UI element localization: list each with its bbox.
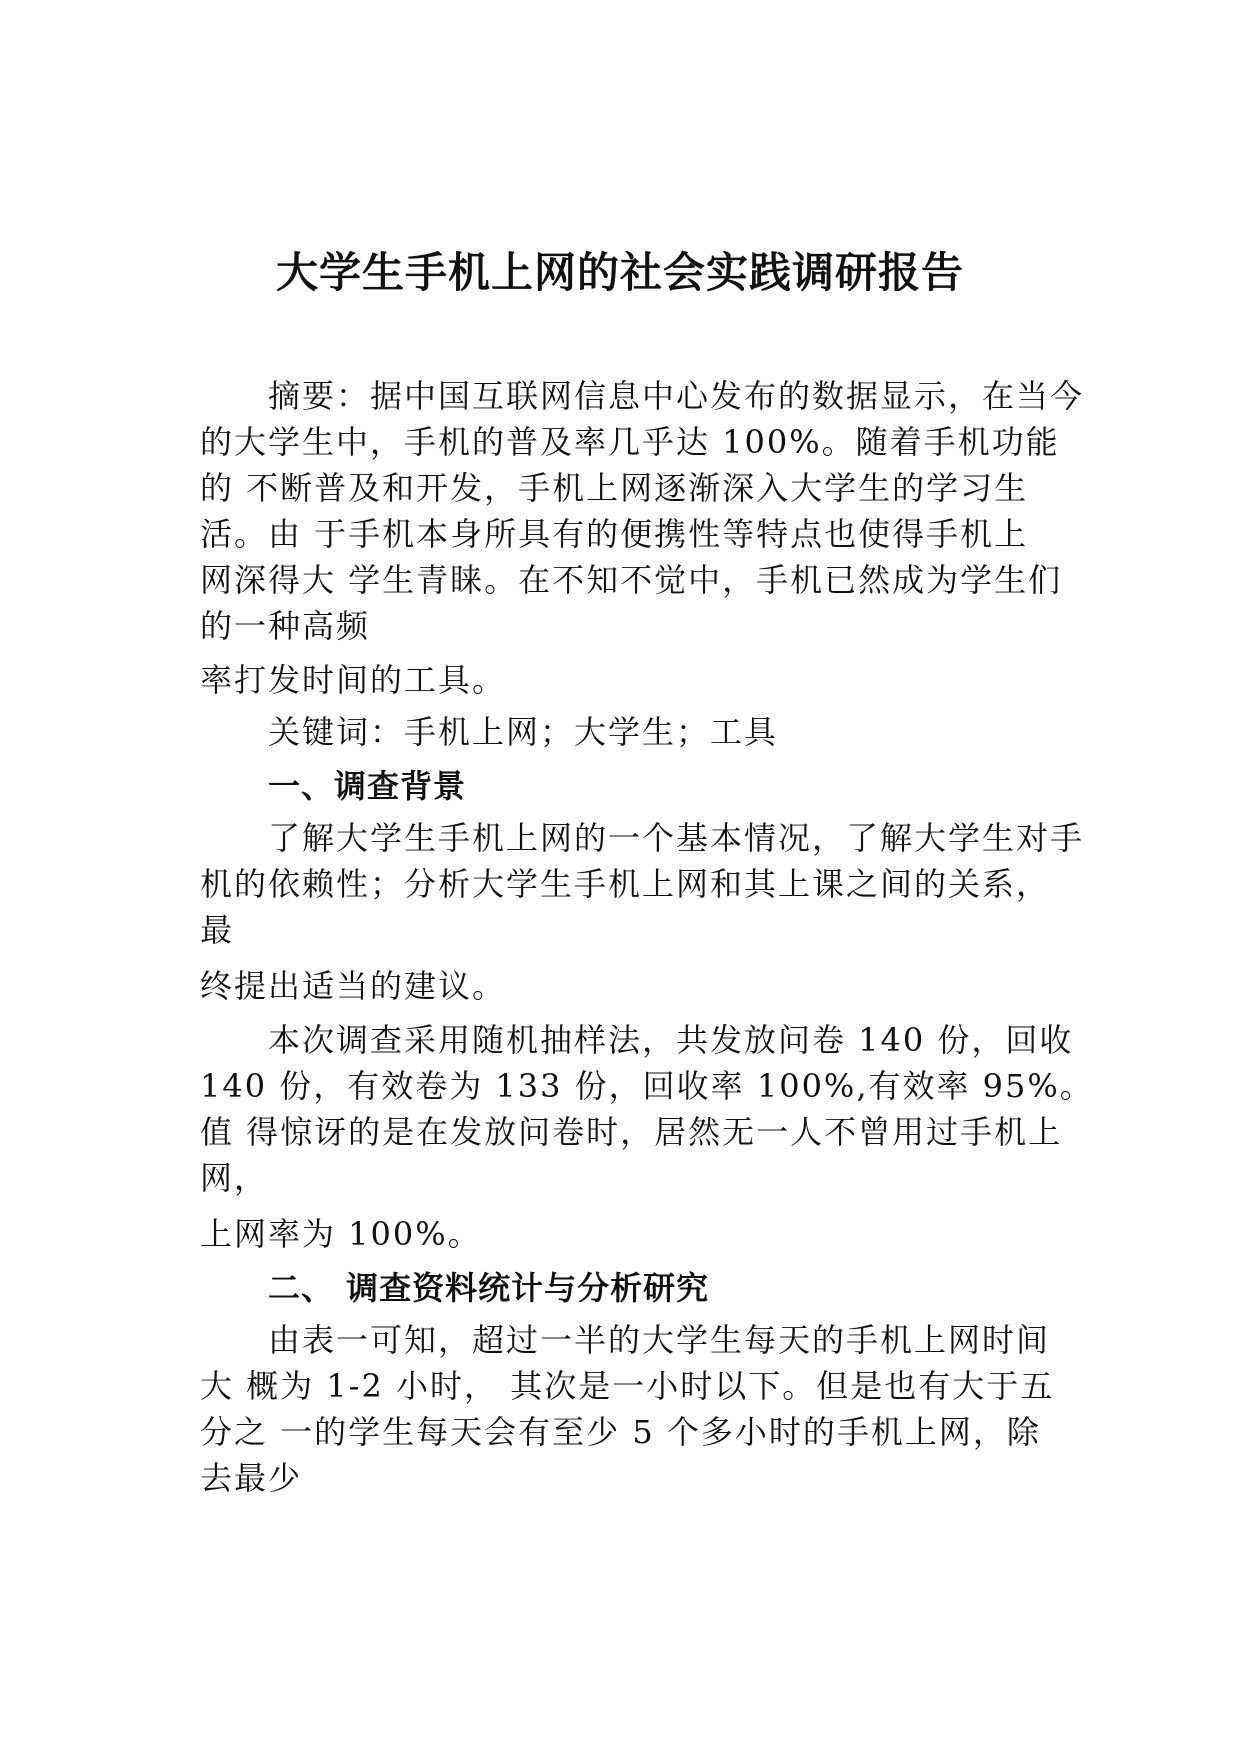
abstract-line-5: 网深得大 学生青睐。在不知不觉中，手机已然成为学生们 [200,561,1063,599]
section2-para-line-3: 分之 一的学生每天会有至少 5 个多小时的手机上网，除 [200,1413,1041,1451]
section-heading-1: 一、调查背景 [268,767,467,805]
section1-para1-line-2: 机的依赖性；分析大学生手机上网和其上课之间的关系， [200,865,1051,903]
abstract-line-3: 的 不断普及和开发，手机上网逐渐深入大学生的学习生 [200,469,1029,507]
abstract-line-1: 摘要：据中国互联网信息中心发布的数据显示，在当今 [268,377,1085,415]
section2-para-line-2: 大 概为 1-2 小时， 其次是一小时以下。但是也有大于五 [200,1367,1055,1405]
section2-para-line-4: 去最少 [200,1459,303,1497]
section2-para-line-1: 由表一可知，超过一半的大学生每天的手机上网时间 [268,1321,1051,1359]
section1-para1-line-3: 最 [200,911,235,949]
abstract-line-7: 率打发时间的工具。 [200,661,507,699]
abstract-line-2: 的大学生中，手机的普及率几乎达 100%。随着手机功能 [200,423,1060,461]
section-heading-2: 二、 调查资料统计与分析研究 [268,1269,710,1307]
section1-para2-line-2: 140 份，有效卷为 133 份，回收率 100%,有效率 95%。 [200,1067,1094,1105]
section1-para1-line-4: 终提出适当的建议。 [200,967,507,1005]
section1-para1-line-1: 了解大学生手机上网的一个基本情况，了解大学生对手 [268,819,1085,857]
abstract-line-4: 活。由 于手机本身所具有的便携性等特点也使得手机上 [200,515,1029,553]
section1-para2-line-5: 上网率为 100%。 [200,1215,482,1253]
keywords: 关键词：手机上网；大学生；工具 [268,713,779,751]
document-title: 大学生手机上网的社会实践调研报告 [275,248,964,297]
section1-para2-line-3: 值 得惊讶的是在发放问卷时，居然无一人不曾用过手机上 [200,1113,1063,1151]
abstract-line-6: 的一种高频 [200,607,371,645]
section1-para2-line-4: 网， [200,1159,269,1197]
section1-para2-line-1: 本次调查采用随机抽样法，共发放问卷 140 份，回收 [268,1021,1074,1059]
